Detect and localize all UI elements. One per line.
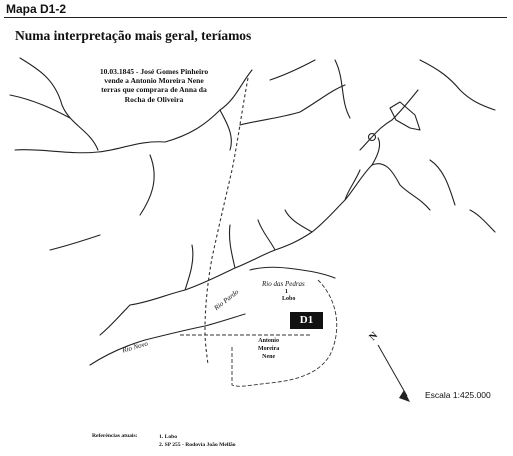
stream-right-2 [360, 90, 418, 150]
note-line-4: Rocha de Oliveira [124, 94, 184, 104]
river-pardo-line [130, 138, 380, 305]
river-label-pedras: Rio das Pedras [262, 280, 305, 288]
place-marker-name: Lobo [282, 296, 296, 302]
stream-upper-2 [220, 110, 231, 150]
stream-upper-1 [165, 70, 252, 142]
references-list [159, 433, 236, 449]
north-arrow-head [399, 390, 410, 402]
stream-upper-4 [270, 60, 315, 80]
stream-pardo-trib-3 [258, 220, 275, 250]
owner-line-1: Antonio [258, 338, 279, 344]
owner-line-2: Moreira [258, 346, 280, 352]
header-title: Mapa D1-2 [6, 2, 67, 16]
river-pedras-line [250, 267, 335, 278]
note-line-1: 10.03.1845 - José Gomes Pinheiro [99, 67, 209, 76]
place-marker-number: 1 [285, 289, 288, 295]
owner-label [258, 337, 279, 361]
references-label: Referências atuais: [92, 433, 138, 439]
north-label: N [367, 330, 381, 343]
owner-line-3: Nene [262, 354, 276, 360]
stream-novo-trib [100, 305, 130, 335]
scale-label: Escala 1:425.000 [425, 390, 491, 400]
reference-item-1: 1. Lobo [159, 434, 178, 440]
stream-pardo-trib-4 [229, 225, 235, 268]
river-novo-line [90, 314, 245, 365]
note-line-3: terras que comprara de Anna da [101, 85, 207, 95]
stream-right-3 [420, 60, 495, 110]
stream-top-left-2 [10, 95, 70, 118]
stream-pardo-trib-6 [372, 164, 430, 210]
reference-item-2: 2. SP 255 - Rodovia João Mellão [159, 442, 236, 448]
stream-right-5 [470, 210, 495, 232]
stream-upper-3 [240, 85, 345, 125]
stream-left-1 [15, 142, 165, 153]
river-label-pardo: Rio Pardo [212, 288, 241, 312]
stream-right-4 [430, 160, 455, 205]
stream-right-loop [390, 102, 420, 130]
north-arrow-line [378, 345, 407, 396]
stream-pardo-trib-1 [345, 170, 360, 200]
area-badge: D1 [290, 312, 323, 329]
stream-top-left-1 [20, 58, 98, 150]
stream-left-3 [50, 235, 100, 250]
stream-pardo-trib-2 [285, 210, 312, 232]
note-line-2: vende a Antonio Moreira Nene [104, 76, 204, 86]
map-subtitle: Numa interpretação mais geral, teríamos [15, 28, 252, 43]
road-sp255 [205, 78, 248, 365]
stream-pardo-trib-5 [185, 245, 193, 290]
stream-left-2 [140, 155, 154, 215]
river-label-novo: Rio Novo [121, 339, 149, 355]
